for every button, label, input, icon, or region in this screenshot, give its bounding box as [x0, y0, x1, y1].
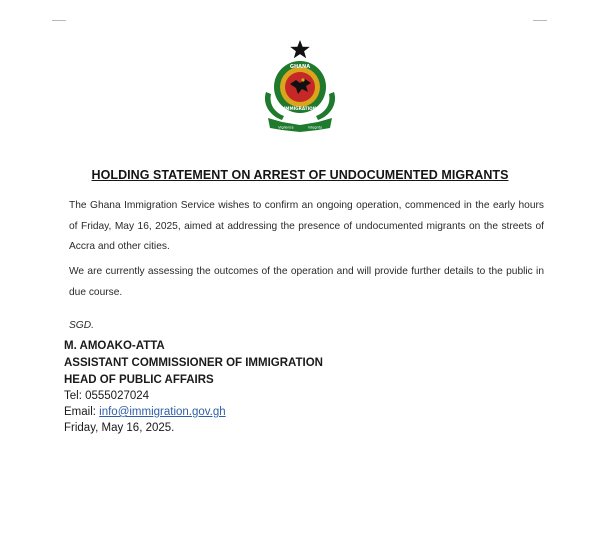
statement-date: Friday, May 16, 2025. [64, 422, 175, 434]
signatory-name: M. AMOAKO-ATTA [64, 340, 165, 352]
emblem-text-top: GHANA [289, 64, 311, 70]
statement-paragraph-2: We are currently assessing the outcomes of the operation and will provide further details to the public in due course. [69, 266, 544, 298]
emblem-ribbon-right: Integrity [307, 125, 323, 130]
signatory-title: ASSISTANT COMMISSIONER OF IMMIGRATION [64, 357, 323, 369]
contact-email-label: Email: [64, 406, 100, 418]
page-corner-mark-left [52, 20, 66, 21]
contact-email-link[interactable]: info@immigration.gov.gh [99, 406, 226, 418]
contact-email-line [64, 404, 226, 420]
signed-marker: SGD. [69, 320, 94, 331]
emblem-text-bottom: IMMIGRATION [283, 106, 317, 111]
ghana-immigration-service-logo-icon [252, 40, 348, 132]
page-corner-mark-right [533, 20, 547, 21]
emblem-ribbon-left: Vigilance [278, 125, 294, 130]
signatory-department: HEAD OF PUBLIC AFFAIRS [64, 374, 214, 386]
statement-heading: HOLDING STATEMENT ON ARREST OF UNDOCUMENTED MIGRANTS [91, 168, 509, 182]
contact-telephone: Tel: 0555027024 [64, 390, 150, 402]
statement-paragraph-1: The Ghana Immigration Service wishes to confirm an ongoing operation, commenced in the early hours of Friday, May 16, 2025, aimed at addressing the presence of undocumented migrants on the streets of Accra and other cities. [69, 200, 544, 252]
